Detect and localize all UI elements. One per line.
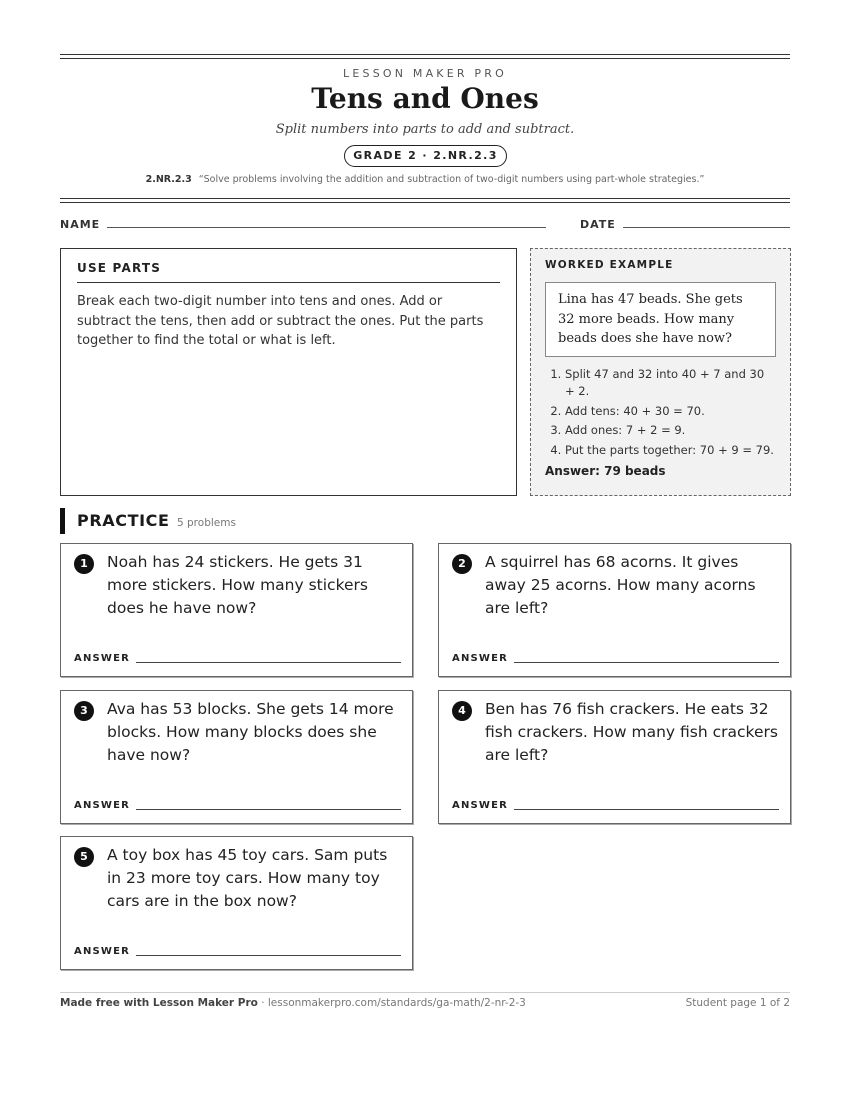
problem-text: Ava has 53 blocks. She gets 14 more blocks. How many blocks does she have now? <box>107 700 394 764</box>
use-parts-body: Break each two-digit number into tens and ones. Add or subtract the tens, then add or subtract the ones. Put the parts together to find the total or what is left. <box>77 294 484 348</box>
date-field[interactable] <box>623 227 790 228</box>
worked-example-box <box>530 248 791 496</box>
date-label: DATE <box>580 218 616 231</box>
brand-name: LESSON MAKER PRO <box>343 67 507 80</box>
worked-example-problem: Lina has 47 beads. She gets 32 more beads. How many beads does she have now? <box>545 282 776 357</box>
footer-page-number: Student page 1 of 2 <box>685 997 790 1009</box>
top-rule <box>60 54 790 59</box>
problem-card-5 <box>60 836 413 970</box>
worked-step: 4. Put the parts together: 70 + 9 = 79. <box>565 442 776 460</box>
footer-rule <box>60 992 790 993</box>
problem-text: A squirrel has 68 acorns. It gives away 25 acorns. How many acorns are left? <box>485 553 756 617</box>
name-field[interactable] <box>107 227 546 228</box>
problem-card-4 <box>438 690 791 824</box>
worked-example-answer: Answer: 79 beads <box>545 464 666 478</box>
name-label: NAME <box>60 218 101 231</box>
answer-label: ANSWER <box>452 800 509 811</box>
problem-number: 4 <box>452 701 472 721</box>
answer-label: ANSWER <box>74 800 131 811</box>
practice-title: PRACTICE <box>77 511 170 530</box>
worked-example-heading: WORKED EXAMPLE <box>545 259 674 271</box>
answer-label: ANSWER <box>452 653 509 664</box>
problem-number: 2 <box>452 554 472 574</box>
problem-text: A toy box has 45 toy cars. Sam puts in 23 more toy cars. How many toy cars are in the box now? <box>107 846 388 910</box>
answer-label: ANSWER <box>74 946 131 957</box>
problem-card-3 <box>60 690 413 824</box>
footer-made-with: Made free with Lesson Maker Pro <box>60 997 258 1009</box>
worked-step: 2. Add tens: 40 + 30 = 70. <box>565 403 776 421</box>
footer-credit <box>60 997 526 1009</box>
problem-card-1 <box>60 543 413 677</box>
practice-accent-bar <box>60 508 65 534</box>
problem-card-2 <box>438 543 791 677</box>
problem-text: Ben has 76 fish crackers. He eats 32 fish crackers. How many fish crackers are left? <box>485 700 778 764</box>
footer-url[interactable]: · lessonmakerpro.com/standards/ga-math/2-nr-2-3 <box>257 997 526 1009</box>
standard-code: 2.NR.2.3 <box>145 174 192 185</box>
answer-field[interactable] <box>136 809 401 810</box>
page-title: Tens and Ones <box>311 82 539 115</box>
problem-number: 3 <box>74 701 94 721</box>
worked-step: 3. Add ones: 7 + 2 = 9. <box>565 422 776 440</box>
grade-badge: GRADE 2 · 2.NR.2.3 <box>344 145 507 167</box>
answer-label: ANSWER <box>74 653 131 664</box>
worked-example-steps <box>545 366 776 460</box>
standard-text: “Solve problems involving the addition and subtraction of two-digit numbers using part-whole strategies.” <box>198 174 705 185</box>
problem-text: Noah has 24 stickers. He gets 31 more stickers. How many stickers does he have now? <box>107 553 368 617</box>
practice-count: 5 problems <box>177 517 236 529</box>
standard-line <box>0 174 850 185</box>
answer-field[interactable] <box>514 662 779 663</box>
answer-field[interactable] <box>136 955 401 956</box>
use-parts-heading: USE PARTS <box>77 261 500 283</box>
answer-field[interactable] <box>136 662 401 663</box>
header-rule <box>60 198 790 203</box>
answer-field[interactable] <box>514 809 779 810</box>
problem-number: 1 <box>74 554 94 574</box>
use-parts-box <box>60 248 517 496</box>
page-subtitle: Split numbers into parts to add and subtract. <box>275 122 575 137</box>
worked-step: 1. Split 47 and 32 into 40 + 7 and 30 + 2. <box>565 366 776 401</box>
problem-number: 5 <box>74 847 94 867</box>
